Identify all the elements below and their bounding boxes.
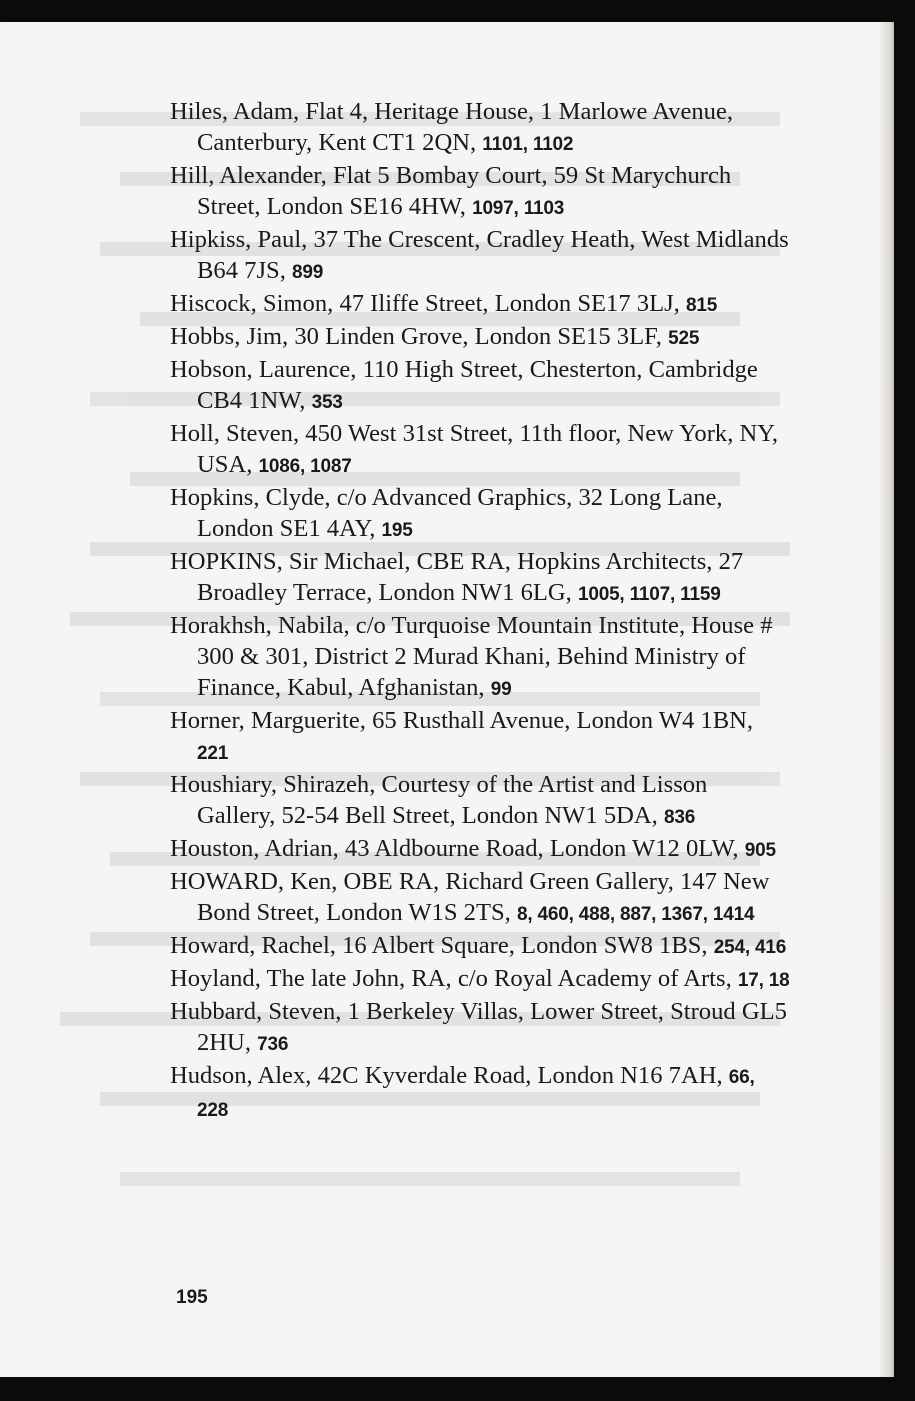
entry-pages: 8, 460, 488, 887, 1367, 1414 <box>516 904 755 925</box>
entry-name: Holl, Steven, <box>170 420 300 447</box>
entry-name: Hobbs, Jim, <box>170 323 289 350</box>
entry-address: 47 Iliffe Street, London SE17 3LJ, <box>339 290 680 317</box>
entry-pages: 66, 228 <box>197 1067 755 1121</box>
entry-pages: 1101, 1102 <box>482 134 574 155</box>
entry-name: Hipkiss, Paul, <box>170 226 308 253</box>
entry-name: Houshiary, Shirazeh, <box>170 771 376 798</box>
entry-pages: 1086, 1087 <box>258 456 352 477</box>
entry-address: RA, c/o Royal Academy of Arts, <box>411 965 732 992</box>
entry-address: CBE RA, Hopkins Architects, 27 Broadley Terrace, London NW1 6LG, <box>197 548 744 606</box>
entry-name: Houston, Adrian, <box>170 835 339 862</box>
entry-address: 37 The Crescent, Cradley Heath, West Midlands B64 7JS, <box>197 226 789 284</box>
index-entry <box>170 833 790 866</box>
entry-address: 43 Aldbourne Road, London W12 0LW, <box>344 835 739 862</box>
entry-name: Hiles, Adam, <box>170 98 300 125</box>
index-entry <box>170 866 790 930</box>
entry-address: 16 Albert Square, London SW8 1BS, <box>342 932 708 959</box>
index-entry <box>170 482 790 546</box>
entry-name: Horakhsh, Nabila, <box>170 612 350 639</box>
index-entry <box>170 610 790 705</box>
index-entry <box>170 224 790 288</box>
index-entry <box>170 96 790 160</box>
entry-name: Howard, Rachel, <box>170 932 336 959</box>
entry-pages: 815 <box>686 295 718 316</box>
entry-pages: 736 <box>257 1034 289 1055</box>
entry-name: HOWARD, Ken, <box>170 868 338 895</box>
entry-address: c/o Turquoise Mountain Institute, House # 300 & 301, District 2 Murad Khani, Behind Ministry of Finance, Kabul, Afghanistan, <box>197 612 773 701</box>
index-entry <box>170 354 790 418</box>
index-entry <box>170 160 790 224</box>
index-entry <box>170 418 790 482</box>
entry-address: OBE RA, Richard Green Gallery, 147 New Bond Street, London W1S 2TS, <box>197 868 770 926</box>
entry-pages: 1005, 1107, 1159 <box>577 584 721 605</box>
entry-pages: 1097, 1103 <box>472 198 565 219</box>
entry-address: Flat 5 Bombay Court, 59 St Marychurch Street, London SE16 4HW, <box>197 162 732 220</box>
index-entry <box>170 705 790 769</box>
entry-name: HOPKINS, Sir Michael, <box>170 548 411 575</box>
index-entry <box>170 996 790 1060</box>
index-entry <box>170 288 790 321</box>
entry-name: Hoyland, The late John, <box>170 965 406 992</box>
entry-address: 65 Rusthall Avenue, London W4 1BN, <box>372 707 754 734</box>
entry-pages: 525 <box>668 328 700 349</box>
entry-pages: 195 <box>381 520 413 541</box>
index-entry <box>170 963 790 996</box>
index-entry <box>170 769 790 833</box>
entry-address: c/o Advanced Graphics, 32 Long Lane, London SE1 4AY, <box>197 484 723 542</box>
entry-pages: 899 <box>292 262 324 283</box>
page-edge <box>880 22 890 1377</box>
entry-address: 1 Berkeley Villas, Lower Street, Stroud GL5 2HU, <box>197 998 787 1056</box>
index-entry <box>170 1060 790 1126</box>
entry-address: 110 High Street, Chesterton, Cambridge CB4 1NW, <box>197 356 758 414</box>
entry-pages: 99 <box>490 679 512 700</box>
index-entry <box>170 930 790 963</box>
entry-pages: 905 <box>744 840 776 861</box>
entry-pages: 353 <box>311 392 343 413</box>
entry-address: Flat 4, Heritage House, 1 Marlowe Avenue, Canterbury, Kent CT1 2QN, <box>197 98 734 156</box>
entry-pages: 836 <box>663 807 696 828</box>
entry-name: Hill, Alexander, <box>170 162 327 189</box>
entry-name: Horner, Marguerite, <box>170 707 366 734</box>
page-number: 195 <box>176 1287 208 1308</box>
entry-address: 450 West 31st Street, 11th floor, New York, NY, USA, <box>197 420 779 478</box>
entry-name: Hubbard, Steven, <box>170 998 342 1025</box>
entry-address: 30 Linden Grove, London SE15 3LF, <box>294 323 662 350</box>
entry-address: Courtesy of the Artist and Lisson Gallery, 52-54 Bell Street, London NW1 5DA, <box>197 771 708 829</box>
entry-address: 42C Kyverdale Road, London N16 7AH, <box>317 1062 723 1089</box>
entry-pages: 17, 18 <box>737 970 790 991</box>
entry-pages: 254, 416 <box>713 937 787 958</box>
book-page <box>0 22 890 1377</box>
entry-name: Hiscock, Simon, <box>170 290 334 317</box>
index-entry <box>170 546 790 610</box>
entry-name: Hopkins, Clyde, <box>170 484 331 511</box>
entry-name: Hobson, Laurence, <box>170 356 357 383</box>
entry-pages: 221 <box>197 743 229 764</box>
entry-name: Hudson, Alex, <box>170 1062 312 1089</box>
index-entry <box>170 321 790 354</box>
index-entries <box>170 96 790 1126</box>
